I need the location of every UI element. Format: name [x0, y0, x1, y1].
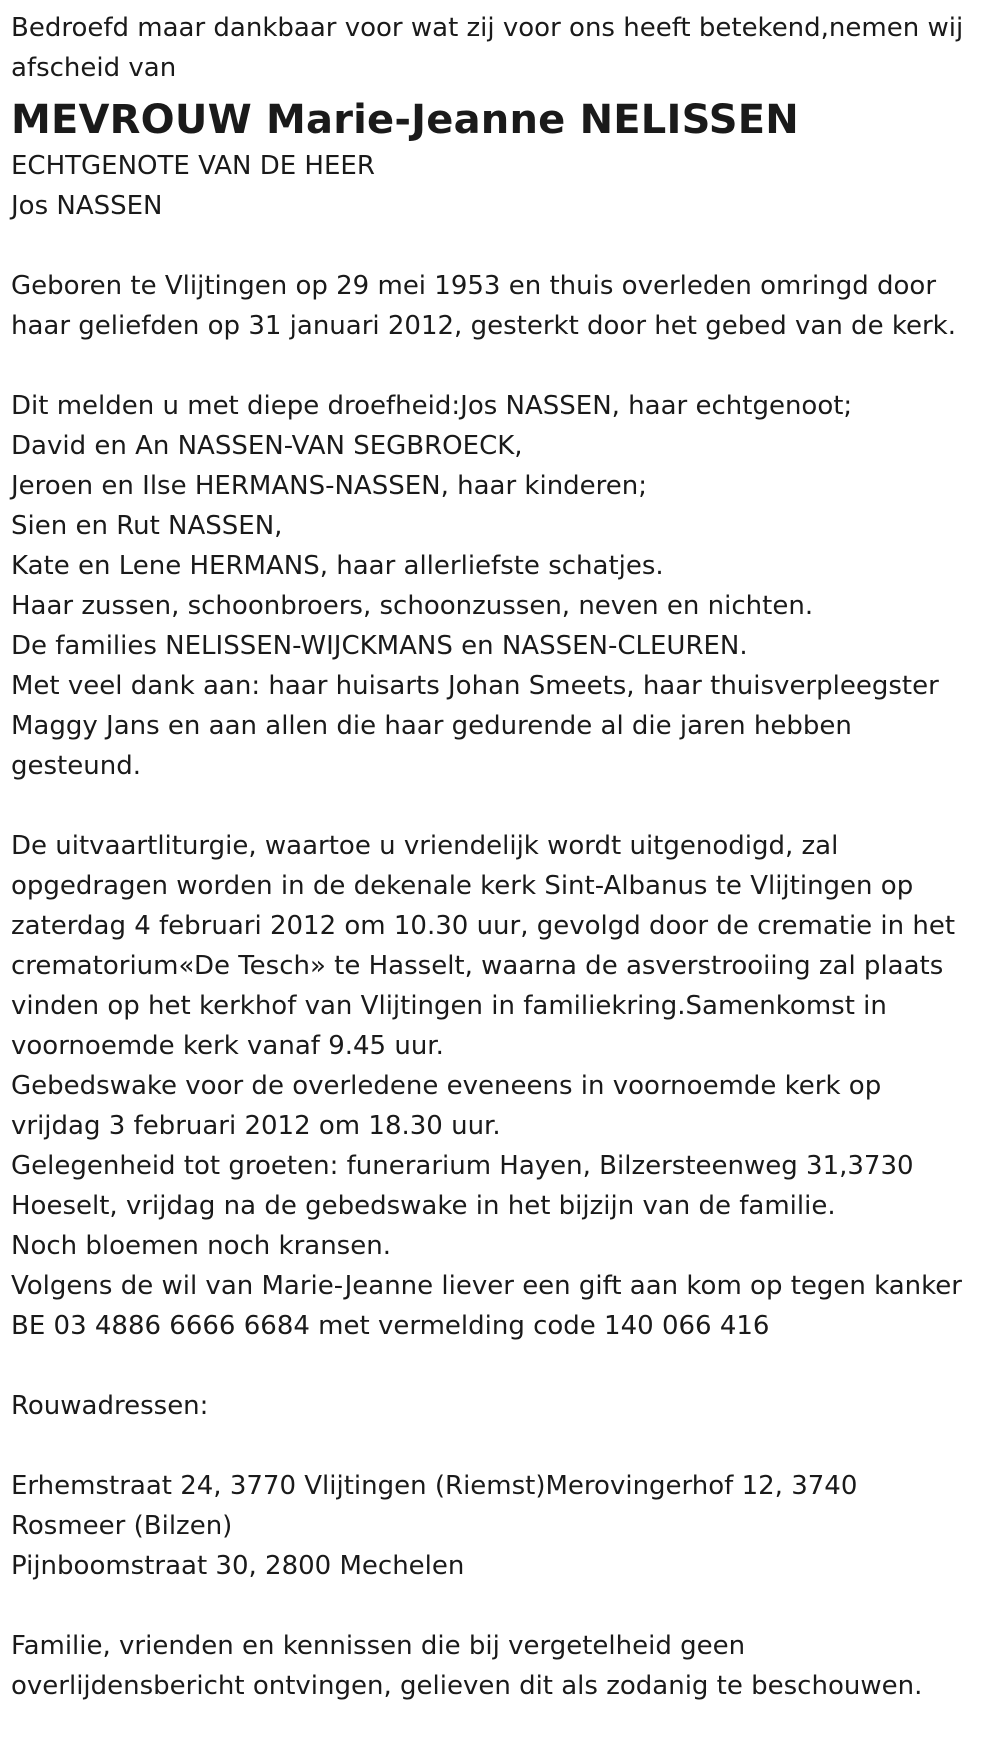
ceremony-text	[11, 826, 990, 1346]
addresses-heading: Rouwadressen:	[11, 1391, 209, 1421]
closing-line: Familie, vrienden en kennissen die bij vergetelheid geen	[11, 1631, 746, 1661]
ceremony-line: crematorium«De Tesch» te Hasselt, waarna de asverstrooiing zal plaats	[11, 951, 944, 981]
ceremony-line: opgedragen worden in de dekenale kerk Sint-Albanus te Vlijtingen op	[11, 871, 914, 901]
ceremony-line: zaterdag 4 februari 2012 om 10.30 uur, gevolgd door de crematie in het	[11, 911, 956, 941]
closing-line: overlijdensbericht ontvingen, gelieven dit als zodanig te beschouwen.	[11, 1671, 923, 1701]
relation-text: ECHTGENOTE VAN DE HEER	[11, 151, 375, 181]
address-line: Pijnboomstraat 30, 2800 Mechelen	[11, 1551, 465, 1581]
spacer	[11, 346, 990, 386]
announcement-line: gesteund.	[11, 751, 141, 781]
birth-death-line: Geboren te Vlijtingen op 29 mei 1953 en thuis overleden omringd door	[11, 271, 937, 301]
ceremony-line: voornoemde kerk vanaf 9.45 uur.	[11, 1031, 444, 1061]
announcement-line: Kate en Lene HERMANS, haar allerliefste schatjes.	[11, 551, 664, 581]
announcement-line: Haar zussen, schoonbroers, schoonzussen, neven en nichten.	[11, 591, 814, 621]
announcement-text	[11, 386, 990, 786]
ceremony-line: Gebedswake voor de overledene eveneens in voornoemde kerk op	[11, 1071, 882, 1101]
ceremony-line: vrijdag 3 februari 2012 om 18.30 uur.	[11, 1111, 501, 1141]
announcement-line: Maggy Jans en aan allen die haar gedurende al die jaren hebben	[11, 711, 852, 741]
ceremony-line: Gelegenheid tot groeten: funerarium Hayen, Bilzersteenweg 31,3730	[11, 1151, 914, 1181]
intro-line: afscheid van	[11, 53, 177, 83]
spouse-name: Jos NASSEN	[11, 191, 163, 221]
ceremony-line: Hoeselt, vrijdag na de gebedswake in het bijzijn van de familie.	[11, 1191, 836, 1221]
spacer	[11, 226, 990, 266]
ceremony-line: De uitvaartliturgie, waartoe u vriendelijk wordt uitgenodigd, zal	[11, 831, 839, 861]
spouse-info	[11, 146, 990, 226]
address-line: Rosmeer (Bilzen)	[11, 1511, 233, 1541]
spacer	[11, 1346, 990, 1386]
announcement-line: Jeroen en Ilse HERMANS-NASSEN, haar kinderen;	[11, 471, 648, 501]
intro-line: Bedroefd maar dankbaar voor wat zij voor ons heeft betekend,nemen wij	[11, 13, 964, 43]
ceremony-line: BE 03 4886 6666 6684 met vermelding code 140 066 416	[11, 1311, 770, 1341]
deceased-name: MEVROUW Marie-Jeanne NELISSEN	[11, 97, 799, 143]
ceremony-line: Volgens de wil van Marie-Jeanne liever een gift aan kom op tegen kanker	[11, 1271, 962, 1301]
spacer	[11, 1426, 990, 1466]
ceremony-line: vinden op het kerkhof van Vlijtingen in familiekring.Samenkomst in	[11, 991, 887, 1021]
announcement-line: David en An NASSEN-VAN SEGBROECK,	[11, 431, 523, 461]
announcement-line: Met veel dank aan: haar huisarts Johan Smeets, haar thuisverpleegster	[11, 671, 939, 701]
birth-death-text	[11, 266, 990, 346]
spacer	[11, 786, 990, 826]
intro-text	[11, 8, 990, 88]
announcement-line: De families NELISSEN-WIJCKMANS en NASSEN-CLEUREN.	[11, 631, 748, 661]
closing-text	[11, 1626, 990, 1706]
addresses-list	[11, 1466, 990, 1586]
ceremony-line: Noch bloemen noch kransen.	[11, 1231, 391, 1261]
announcement-line: Sien en Rut NASSEN,	[11, 511, 283, 541]
announcement-line: Dit melden u met diepe droefheid:Jos NASSEN, haar echtgenoot;	[11, 391, 853, 421]
birth-death-line: haar geliefden op 31 januari 2012, gesterkt door het gebed van de kerk.	[11, 311, 956, 341]
address-line: Erhemstraat 24, 3770 Vlijtingen (Riemst)Merovingerhof 12, 3740	[11, 1471, 858, 1501]
spacer	[11, 1586, 990, 1626]
